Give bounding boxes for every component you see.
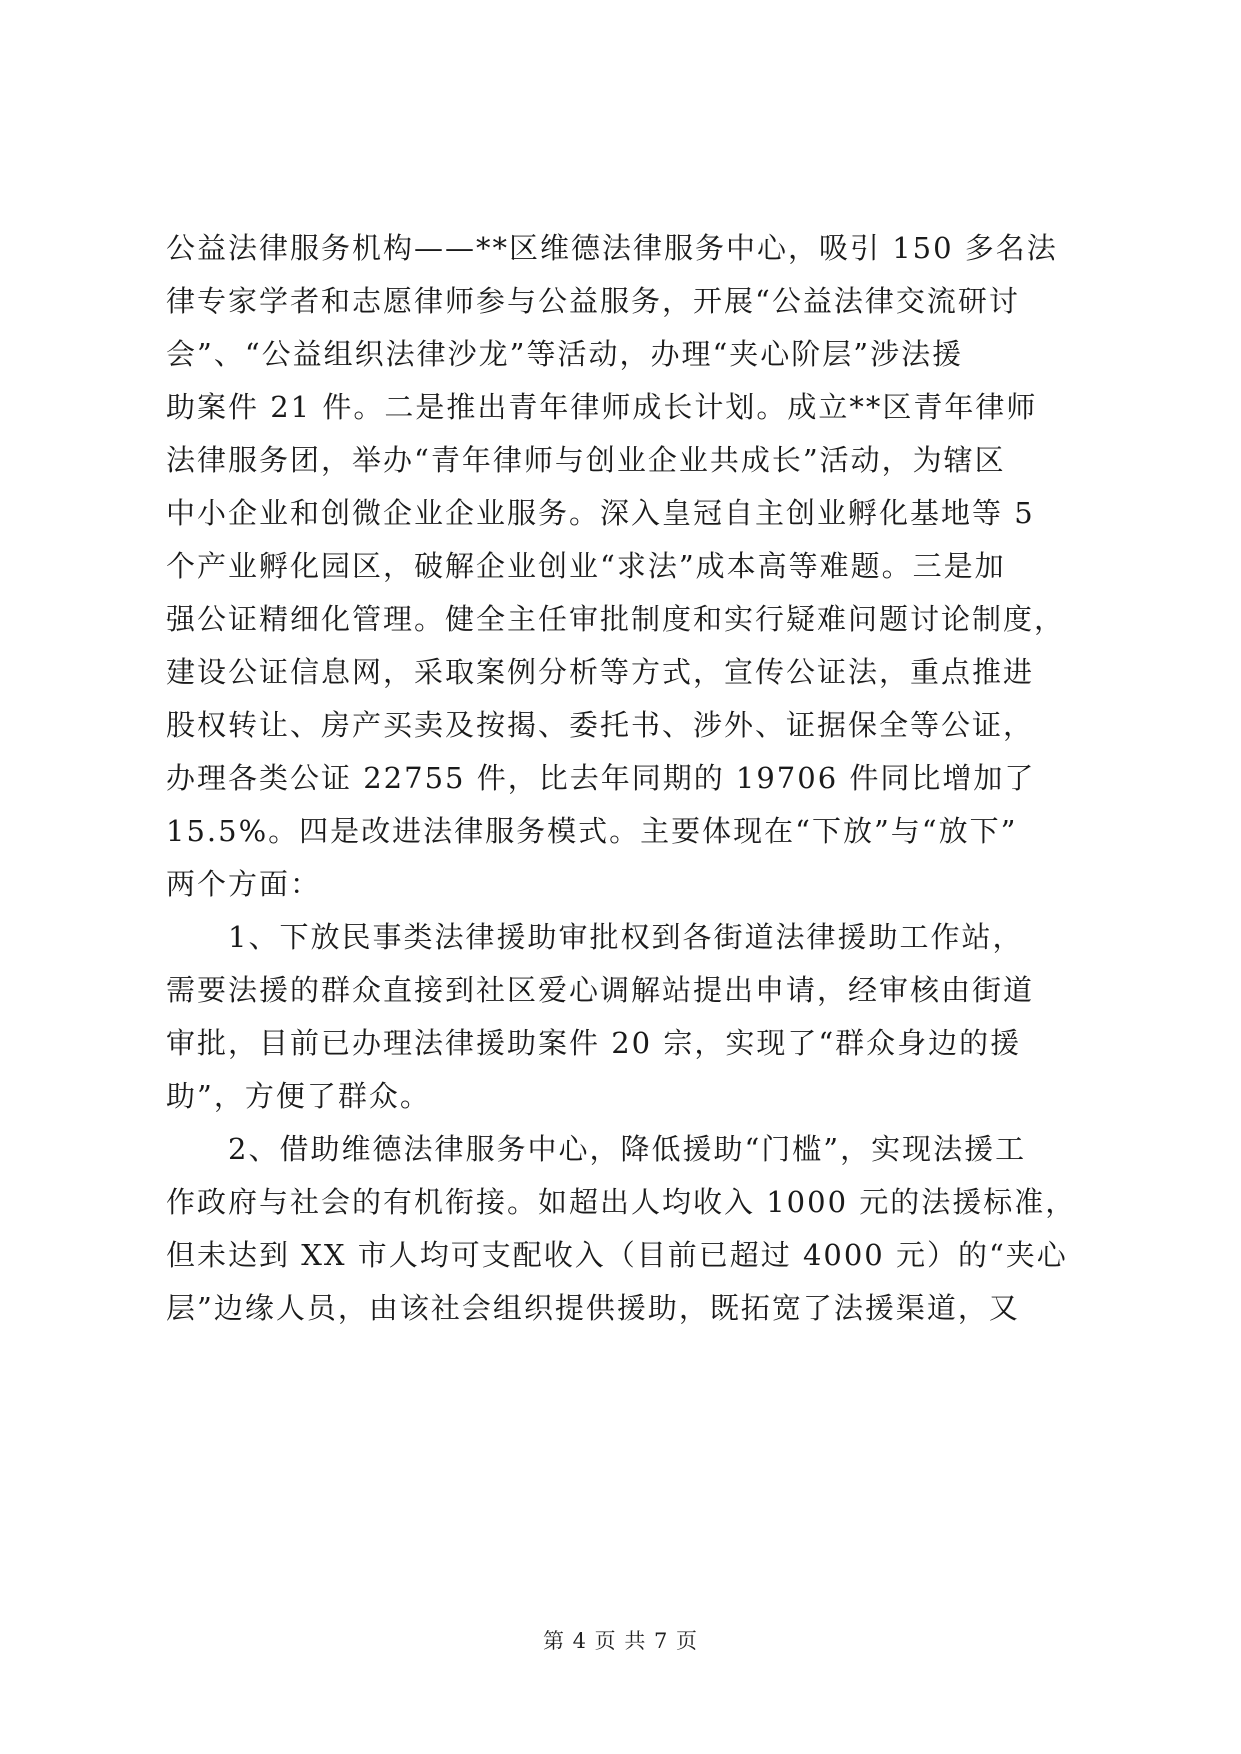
text-line: 中小企业和创微企业企业服务。深入皇冠自主创业孵化基地等 5: [166, 496, 1035, 530]
text-line: 律专家学者和志愿律师参与公益服务，开展“公益法律交流研讨: [166, 284, 1020, 318]
text-line: 层”边缘人员，由该社会组织提供援助，既拓宽了法援渠道，又: [166, 1291, 1020, 1325]
text-line: 助案件 21 件。二是推出青年律师成长计划。成立**区青年律师: [166, 390, 1038, 424]
text-line: 作政府与社会的有机衔接。如超出人均收入 1000 元的法援标准，: [166, 1185, 1077, 1219]
text-line: 但未达到 XX 市人均可支配收入（目前已超过 4000 元）的“夹心: [166, 1238, 1068, 1272]
text-line: 审批，目前已办理法律援助案件 20 宗，实现了“群众身边的援: [166, 1026, 1022, 1060]
text-line: 办理各类公证 22755 件，比去年同期的 19706 件同比增加了: [166, 761, 1036, 795]
text-line: 需要法援的群众直接到社区爱心调解站提出申请，经审核由街道: [166, 973, 1035, 1007]
text-line: 强公证精细化管理。健全主任审批制度和实行疑难问题讨论制度，: [166, 602, 1066, 636]
body-text: [166, 222, 1076, 1335]
text-line: 15.5%。四是改进法律服务模式。主要体现在“下放”与“放下”: [166, 814, 1018, 848]
text-line: 股权转让、房产买卖及按揭、委托书、涉外、证据保全等公证，: [166, 708, 1035, 742]
text-line: 会”、“公益组织法律沙龙”等活动，办理“夹心阶层”涉法援: [166, 337, 964, 371]
text-line: 1、下放民事类法律援助审批权到各街道法律援助工作站，: [166, 920, 1024, 954]
text-line: 助”，方便了群众。: [166, 1079, 431, 1113]
text-line: 建设公证信息网，采取案例分析等方式，宣传公证法，重点推进: [166, 655, 1035, 689]
text-line: 公益法律服务机构——**区维德法律服务中心，吸引 150 多名法: [166, 231, 1058, 265]
page-number-footer: 第 4 页 共 7 页: [542, 1629, 699, 1653]
text-line: 2、借助维德法律服务中心，降低援助“门槛”，实现法援工: [166, 1132, 1027, 1166]
text-line: 法律服务团，举办“青年律师与创业企业共成长”活动，为辖区: [166, 443, 1006, 477]
text-line: 个产业孵化园区，破解企业创业“求法”成本高等难题。三是加: [166, 549, 1006, 583]
text-line: 两个方面：: [166, 867, 322, 901]
